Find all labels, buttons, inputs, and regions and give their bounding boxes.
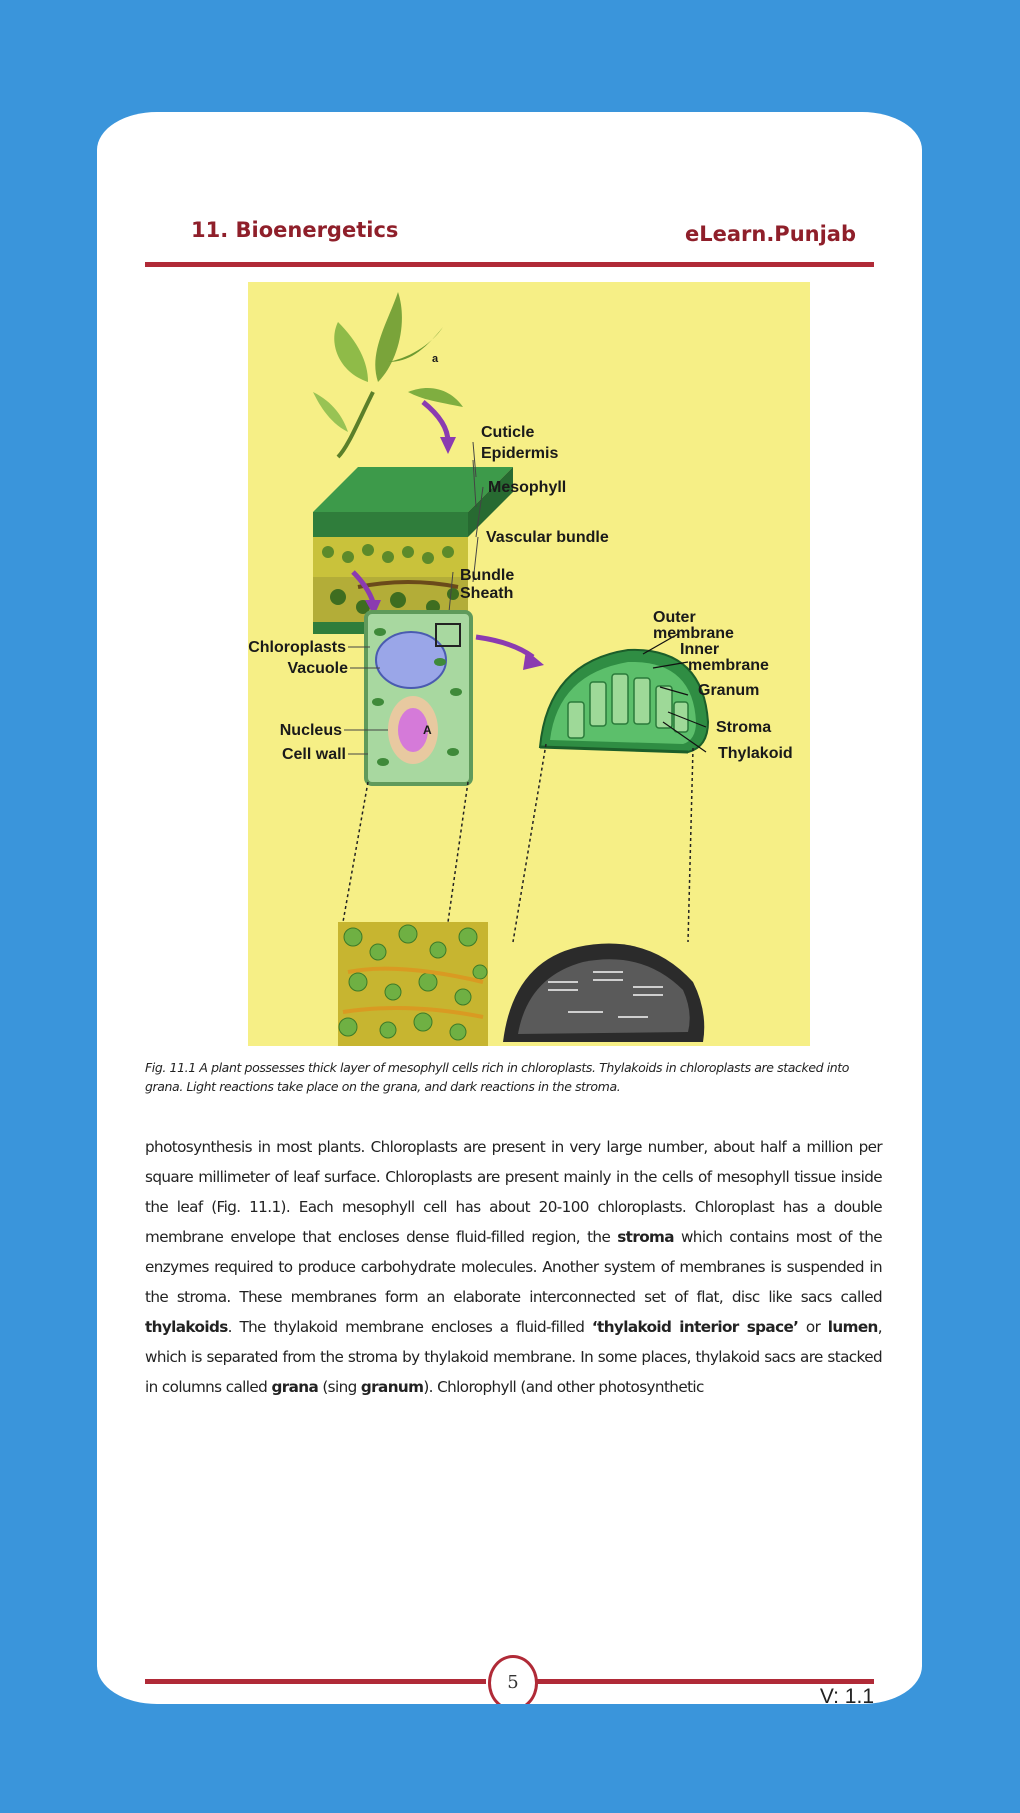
arrow-head-1	[440, 437, 456, 454]
term-thylakoids: thylakoids	[145, 1318, 228, 1336]
label-outer: Outer	[653, 609, 696, 626]
chapter-title: 11. Bioenergetics	[191, 218, 399, 242]
chloroplast-micrograph	[503, 944, 704, 1042]
term-stroma: stroma	[617, 1228, 674, 1246]
label-vascular-bundle: Vascular bundle	[486, 529, 609, 546]
label-cuticle: Cuticle	[481, 424, 535, 441]
body-text-3: . The thylakoid membrane encloses a fluid-filled	[227, 1318, 592, 1336]
nucleus-marker: A	[423, 723, 432, 737]
arrow-cell-to-chloroplast	[476, 637, 533, 657]
figure-caption: Fig. 11.1 A plant possesses thick layer of mesophyll cells rich in chloroplasts. Thylakoids in chloroplasts are stacked into grana. Light reactions take place on the grana, and dark reactions in the stroma.	[145, 1060, 850, 1094]
page-header	[145, 218, 874, 250]
plant-cell	[366, 612, 471, 784]
arrow-plant-to-leaf	[423, 402, 448, 442]
body-text-5: , which is separated from the stroma by thylakoid membrane. In some places, thylakoid sacs are stacked in columns called	[145, 1318, 882, 1396]
label-epidermis: Epidermis	[481, 445, 559, 462]
footer-rule-right	[536, 1679, 874, 1684]
label-mesophyll: Mesophyll	[488, 479, 567, 496]
term-lumen: lumen	[827, 1318, 878, 1336]
label-outer-membrane: membrane	[653, 625, 734, 642]
body-text-2: which contains most of the enzymes required to produce carbohydrate molecules. Another system of membranes is suspended in the stroma. These membranes form an elaborate interconnected set of flat, disc like sacs called	[145, 1228, 882, 1306]
brand-name: eLearn.Punjab	[684, 222, 856, 246]
page-number: 5	[488, 1655, 538, 1704]
chloroplast	[540, 650, 708, 752]
body-text-7: ). Chlorophyll (and other photosynthetic	[423, 1378, 704, 1396]
label-vacuole: Vacuole	[287, 660, 348, 677]
plant-sprig	[313, 292, 463, 457]
header-rule	[145, 262, 874, 267]
label-inner: Inner	[680, 641, 720, 658]
body-text-1: photosynthesis in most plants. Chloroplasts are present in very large number, about half a million per square millimeter of leaf surface. Chloroplasts are present mainly in the cells of mesophyll tissue inside the leaf (Fig. 11.1). Each mesophyll cell has about 20-100 chloroplasts. Chloroplast has a double membrane envelope that encloses dense fluid-filled region, the	[145, 1138, 882, 1246]
label-inner-membrane: membrane	[688, 657, 769, 674]
leaf-cross-section	[313, 467, 513, 634]
arrow-head-3	[523, 650, 544, 670]
term-granum: granum	[360, 1378, 424, 1396]
body-paragraph	[145, 1132, 882, 1402]
version-label: V: 1.1	[819, 1685, 874, 1704]
body-text-6: (sing	[318, 1378, 361, 1396]
term-thylakoid-interior-space: ‘thylakoid interior space’	[591, 1318, 799, 1336]
label-nucleus: Nucleus	[279, 722, 342, 739]
label-granum: Granum	[698, 682, 760, 699]
figure-illustration	[248, 282, 810, 1046]
figure-plant-chloroplast	[248, 282, 810, 1046]
term-grana: grana	[271, 1378, 319, 1396]
mesophyll-micrograph	[338, 922, 488, 1046]
plant-marker: a	[432, 353, 439, 365]
label-sheath: Sheath	[460, 585, 514, 602]
book-page	[97, 112, 922, 1704]
label-stroma: Stroma	[716, 719, 772, 736]
label-thylakoid: Thylakoid	[718, 745, 793, 762]
label-chloroplasts: Chloroplasts	[248, 639, 346, 656]
label-cell-wall: Cell wall	[281, 746, 346, 763]
label-bundle: Bundle	[460, 567, 515, 584]
body-text-4: or	[798, 1318, 828, 1336]
footer-rule-left	[145, 1679, 486, 1684]
